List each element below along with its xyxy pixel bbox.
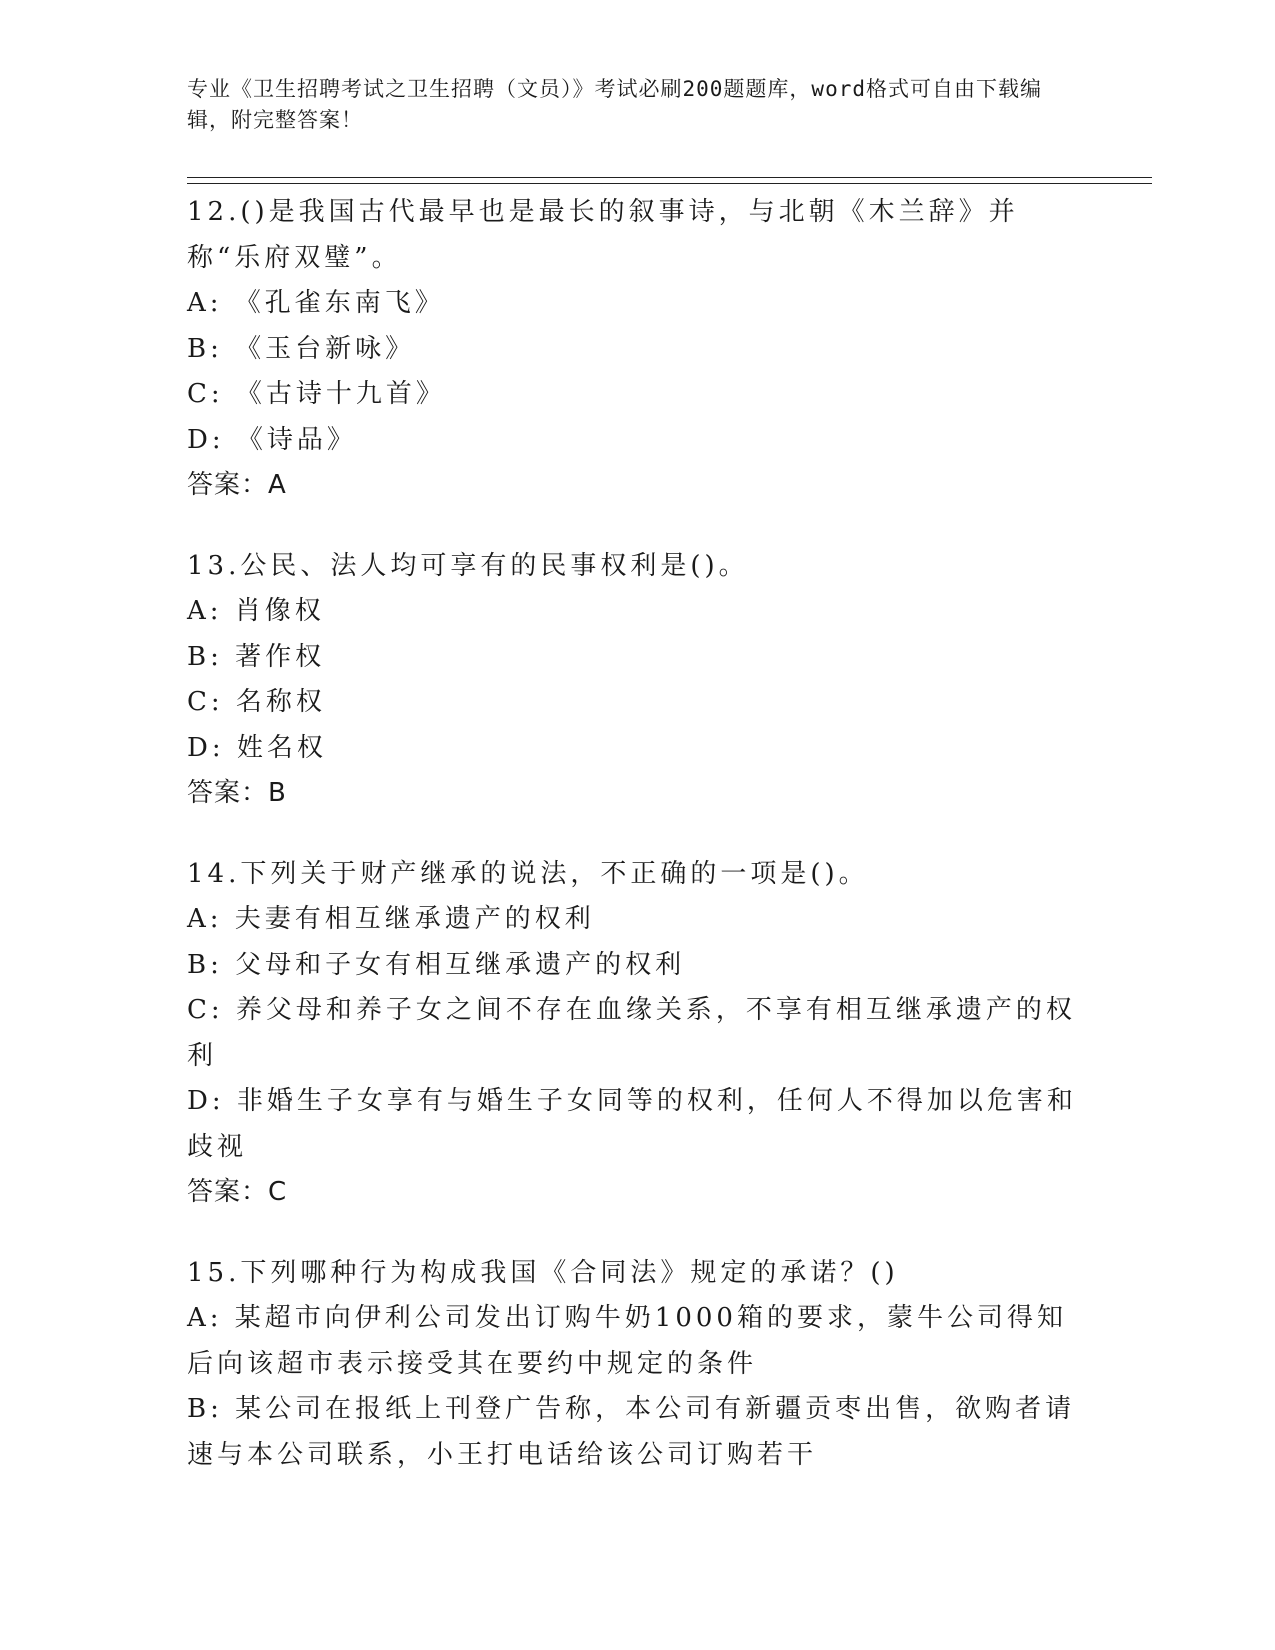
option-a: A: 肖像权	[187, 596, 325, 626]
header-divider-second	[187, 183, 1152, 184]
option-b: B: 某公司在报纸上刊登广告称，本公司有新疆贡枣出售，欲购者请速与本公司联系，小王打电话给该公司订购若干	[187, 1394, 1076, 1470]
question-text: 14.下列关于财产继承的说法，不正确的一项是()。	[187, 858, 869, 889]
answer: 答案：A	[187, 470, 287, 500]
question-13	[187, 544, 1077, 817]
question-12	[187, 190, 1077, 509]
option-b: B: 《玉台新咏》	[187, 333, 416, 364]
option-b: B: 著作权	[187, 641, 326, 672]
option-d: D: 《诗品》	[187, 424, 357, 455]
answer: 答案：C	[187, 1177, 288, 1207]
header-note: 专业《卫生招聘考试之卫生招聘（文员）》考试必刷200题题库，word格式可自由下载编辑，附完整答案！	[187, 77, 1042, 132]
question-text: 15.下列哪种行为构成我国《合同法》规定的承诺？()	[187, 1257, 899, 1288]
option-c: C: 养父母和养子女之间不存在血缘关系，不享有相互继承遗产的权利	[187, 995, 1076, 1071]
option-d: D: 姓名权	[187, 732, 327, 763]
question-list	[187, 190, 1077, 1513]
option-a: A: 某超市向伊利公司发出订购牛奶1000箱的要求，蒙牛公司得知后向该超市表示接受其在要约中规定的条件	[187, 1303, 1067, 1379]
option-d: D: 非婚生子女享有与婚生子女同等的权利，任何人不得加以危害和歧视	[187, 1086, 1077, 1162]
option-c: C: 名称权	[187, 687, 326, 717]
option-a: A: 夫妻有相互继承遗产的权利	[187, 904, 595, 934]
option-c: C: 《古诗十九首》	[187, 379, 446, 409]
option-a: A: 《孔雀东南飞》	[187, 288, 445, 318]
question-15	[187, 1251, 1077, 1479]
option-b: B: 父母和子女有相互继承遗产的权利	[187, 949, 686, 980]
header-divider	[187, 177, 1152, 178]
question-14	[187, 852, 1077, 1216]
question-text: 12.()是我国古代最早也是最长的叙事诗，与北朝《木兰辞》并称“乐府双璧”。	[187, 197, 1019, 273]
answer: 答案：B	[187, 778, 287, 808]
question-text: 13.公民、法人均可享有的民事权利是()。	[187, 550, 749, 581]
